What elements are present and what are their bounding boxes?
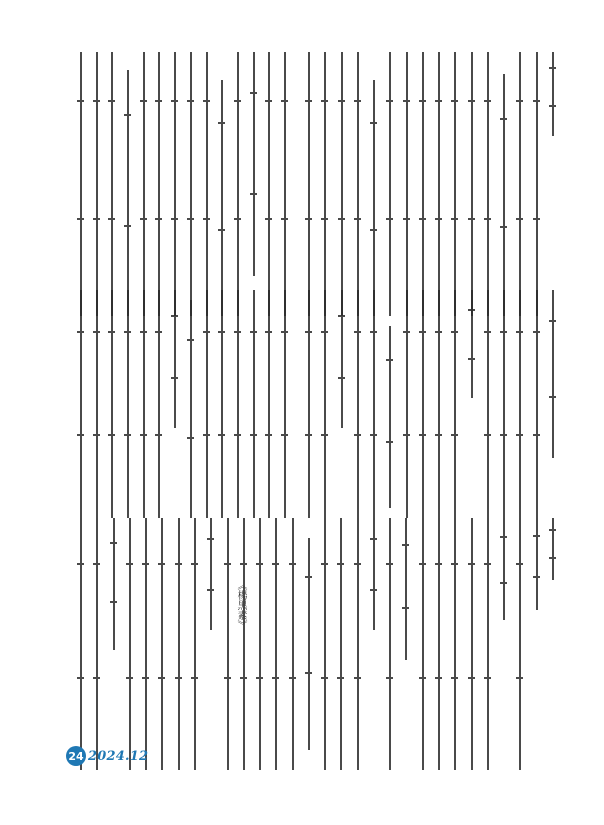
text-line bbox=[503, 74, 505, 316]
text-line bbox=[406, 290, 408, 518]
text-line bbox=[243, 518, 245, 770]
text-line bbox=[275, 518, 277, 770]
text-line bbox=[471, 518, 473, 770]
text-line bbox=[422, 52, 424, 316]
text-line bbox=[210, 518, 212, 630]
text-line bbox=[552, 52, 554, 136]
text-line bbox=[471, 290, 473, 398]
text-line bbox=[406, 52, 408, 316]
text-line bbox=[503, 290, 505, 518]
text-line bbox=[422, 290, 424, 518]
text-line bbox=[357, 52, 359, 316]
text-line bbox=[389, 326, 391, 508]
text-line bbox=[221, 290, 223, 518]
text-line bbox=[227, 518, 229, 770]
text-line bbox=[284, 290, 286, 518]
text-line bbox=[405, 518, 407, 660]
page-number-badge: 24 bbox=[66, 746, 86, 766]
text-line bbox=[324, 290, 326, 518]
text-line bbox=[519, 52, 521, 316]
text-line bbox=[237, 52, 239, 316]
text-line bbox=[292, 518, 294, 770]
issue-date: 2024.12 bbox=[88, 748, 149, 764]
text-line bbox=[454, 52, 456, 316]
text-line bbox=[308, 290, 310, 518]
text-line bbox=[487, 52, 489, 316]
text-line bbox=[552, 290, 554, 458]
text-line bbox=[206, 290, 208, 518]
text-line bbox=[80, 52, 82, 316]
text-block-top-left bbox=[72, 52, 292, 316]
text-line bbox=[111, 290, 113, 518]
text-line bbox=[194, 518, 196, 770]
text-line bbox=[80, 290, 82, 518]
text-line bbox=[357, 518, 359, 770]
text-block-top-right bbox=[300, 52, 560, 316]
text-line bbox=[487, 518, 489, 770]
text-line bbox=[519, 290, 521, 518]
text-line bbox=[127, 70, 129, 316]
text-line bbox=[341, 290, 343, 428]
text-line bbox=[373, 80, 375, 316]
page-footer bbox=[66, 746, 148, 766]
text-line bbox=[536, 518, 538, 610]
text-line bbox=[438, 518, 440, 770]
text-line bbox=[158, 290, 160, 518]
text-line bbox=[96, 52, 98, 316]
text-line bbox=[308, 52, 310, 316]
text-line bbox=[268, 290, 270, 518]
text-line bbox=[341, 52, 343, 316]
text-line bbox=[324, 52, 326, 316]
text-block-lower bbox=[72, 518, 560, 770]
text-line bbox=[127, 290, 129, 518]
text-line bbox=[519, 518, 521, 770]
text-line bbox=[373, 290, 375, 518]
text-line bbox=[454, 290, 456, 518]
text-line bbox=[237, 290, 239, 518]
text-block-middle-right bbox=[300, 290, 560, 518]
text-line bbox=[190, 52, 192, 316]
text-line bbox=[340, 518, 342, 770]
text-line bbox=[536, 52, 538, 316]
text-line bbox=[178, 518, 180, 770]
text-line bbox=[221, 80, 223, 316]
text-line bbox=[96, 518, 98, 770]
text-line bbox=[143, 52, 145, 316]
text-line bbox=[80, 518, 82, 770]
text-line bbox=[268, 52, 270, 316]
text-line bbox=[503, 518, 505, 620]
text-line bbox=[422, 518, 424, 770]
text-block-middle-left bbox=[72, 290, 292, 518]
text-line bbox=[253, 52, 255, 276]
text-line bbox=[324, 518, 326, 770]
text-line bbox=[389, 52, 391, 316]
text-line bbox=[438, 290, 440, 518]
text-line bbox=[161, 518, 163, 770]
text-line bbox=[308, 538, 310, 750]
text-line bbox=[129, 518, 131, 770]
text-line bbox=[143, 290, 145, 518]
text-line bbox=[259, 518, 261, 770]
text-line bbox=[174, 290, 176, 428]
text-line bbox=[438, 52, 440, 316]
text-line bbox=[174, 52, 176, 316]
text-line bbox=[253, 290, 255, 518]
text-line bbox=[454, 518, 456, 770]
text-line bbox=[357, 290, 359, 518]
text-line bbox=[373, 518, 375, 630]
text-line bbox=[552, 518, 554, 580]
text-line bbox=[190, 300, 192, 518]
text-line bbox=[158, 52, 160, 316]
text-line bbox=[206, 52, 208, 316]
text-line bbox=[113, 518, 115, 650]
text-line bbox=[145, 518, 147, 770]
inline-han-note: 《楊黑素》 bbox=[235, 580, 246, 630]
text-line bbox=[487, 290, 489, 518]
text-line bbox=[96, 290, 98, 518]
text-line bbox=[471, 52, 473, 316]
text-line bbox=[389, 518, 391, 770]
text-line bbox=[536, 290, 538, 518]
text-line bbox=[111, 52, 113, 316]
text-line bbox=[284, 52, 286, 316]
